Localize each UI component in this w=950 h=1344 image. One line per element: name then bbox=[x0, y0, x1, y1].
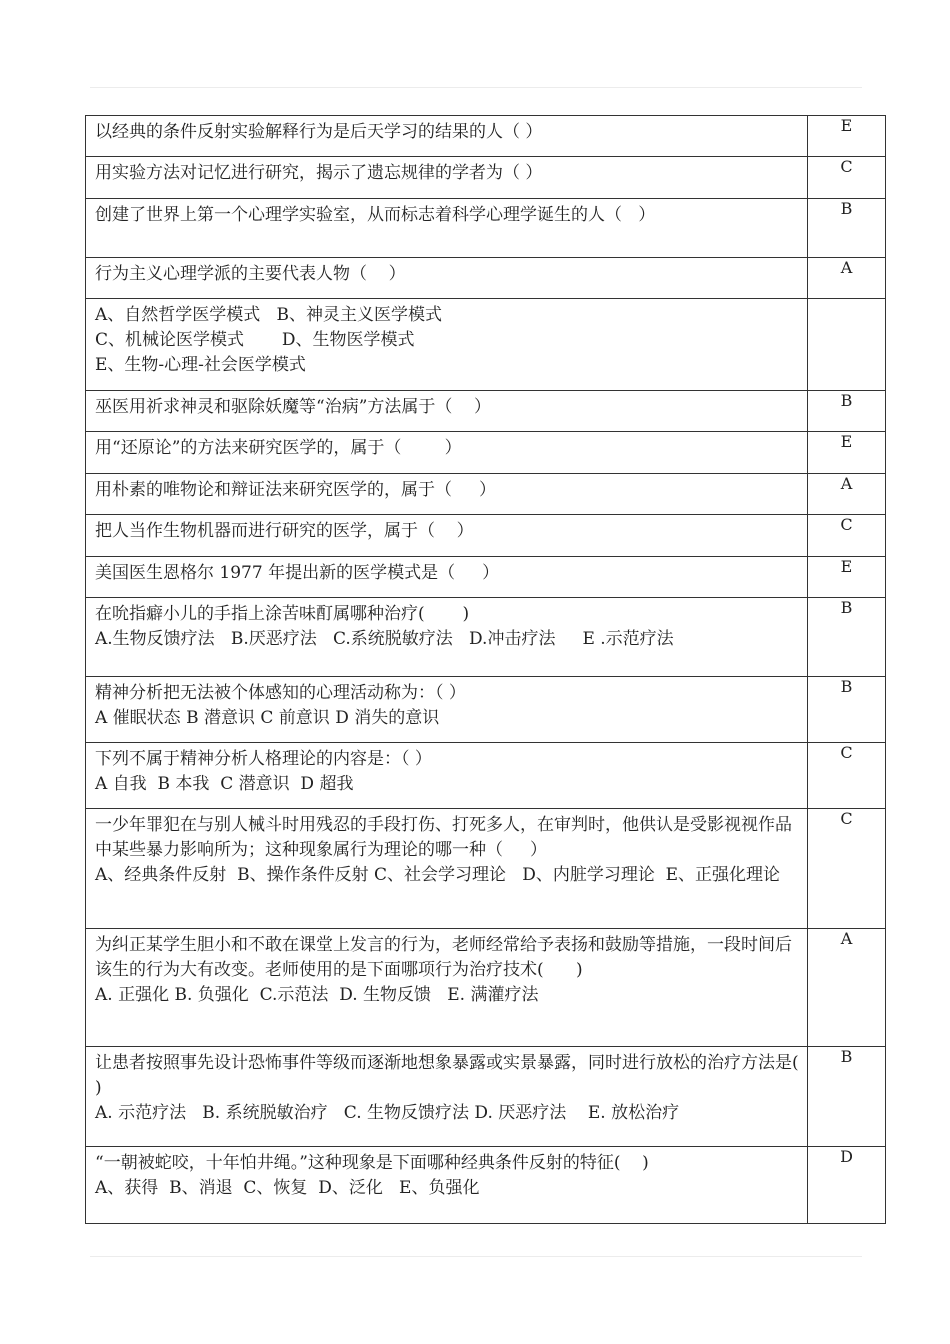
question-cell bbox=[86, 515, 808, 557]
table-row bbox=[86, 929, 886, 1047]
question-cell bbox=[86, 299, 808, 391]
answer-cell: B bbox=[808, 199, 886, 258]
answer-cell: B bbox=[808, 1047, 886, 1147]
question-text: 让患者按照事先设计恐怖事件等级而逐渐地想象暴露或实景暴露，同时进行放松的治疗方法是( ) A. 示范疗法 B. 系统脱敏治疗 C. 生物反馈疗法 D. 厌恶疗法 E. 放松治疗 bbox=[95, 1053, 799, 1123]
question-text: 创建了世界上第一个心理学实验室，从而标志着科学心理学诞生的人（ ） bbox=[95, 205, 656, 225]
question-text: 一少年罪犯在与别人械斗时用残忍的手段打伤、打死多人，在审判时，他供认是受影视视作品中某些暴力影响所为；这种现象属行为理论的哪一种（ ） A、经典条件反射 B、操作条件反射 C、社会学习理论 D、内脏学习理论 E、正强化理论 bbox=[95, 815, 792, 885]
answer-cell: E bbox=[808, 432, 886, 474]
table-row bbox=[86, 116, 886, 157]
answer-cell: B bbox=[808, 391, 886, 432]
table-row bbox=[86, 598, 886, 677]
question-text: 精神分析把无法被个体感知的心理活动称为：（ ） A 催眠状态 B 潜意识 C 前意识 D 消失的意识 bbox=[95, 683, 466, 728]
question-cell bbox=[86, 116, 808, 157]
table-row bbox=[86, 391, 886, 432]
table-row bbox=[86, 515, 886, 557]
question-cell bbox=[86, 432, 808, 474]
question-cell bbox=[86, 809, 808, 929]
table-row bbox=[86, 1147, 886, 1224]
answer-cell: C bbox=[808, 743, 886, 809]
question-text: 下列不属于精神分析人格理论的内容是：（ ） A 自我 B 本我 C 潜意识 D 超我 bbox=[95, 749, 432, 794]
question-cell bbox=[86, 1147, 808, 1224]
question-text: 美国医生恩格尔 1977 年提出新的医学模式是（ ） bbox=[95, 563, 500, 583]
question-text: 用实验方法对记忆进行研究，揭示了遗忘规律的学者为（ ） bbox=[95, 163, 543, 183]
table-row bbox=[86, 809, 886, 929]
table-row bbox=[86, 157, 886, 199]
question-text: 巫医用祈求神灵和驱除妖魔等“治病”方法属于（ ） bbox=[95, 397, 491, 417]
question-cell bbox=[86, 157, 808, 199]
answer-cell bbox=[808, 299, 886, 391]
question-text: 在吮指癖小儿的手指上涂苦味酊属哪种治疗( ) A.生物反馈疗法 B.厌恶疗法 C.系统脱敏疗法 D.冲击疗法 E .示范疗法 bbox=[95, 604, 674, 649]
answer-cell: E bbox=[808, 557, 886, 598]
question-cell bbox=[86, 929, 808, 1047]
answer-cell: B bbox=[808, 677, 886, 743]
question-text: 用朴素的唯物论和辩证法来研究医学的，属于（ ） bbox=[95, 480, 497, 500]
question-cell bbox=[86, 199, 808, 258]
question-cell bbox=[86, 1047, 808, 1147]
answer-cell: A bbox=[808, 929, 886, 1047]
table-row bbox=[86, 199, 886, 258]
question-text: 行为主义心理学派的主要代表人物（ ） bbox=[95, 264, 406, 284]
answer-cell: C bbox=[808, 515, 886, 557]
footer-rule bbox=[90, 1256, 862, 1257]
header-rule bbox=[90, 87, 862, 88]
question-text: 用“还原论”的方法来研究医学的，属于（ ） bbox=[95, 438, 462, 458]
question-cell bbox=[86, 474, 808, 515]
question-table-body bbox=[86, 116, 886, 1224]
table-row bbox=[86, 1047, 886, 1147]
answer-cell: C bbox=[808, 157, 886, 199]
question-cell bbox=[86, 598, 808, 677]
question-text: 以经典的条件反射实验解释行为是后天学习的结果的人（ ） bbox=[95, 122, 543, 142]
table-row bbox=[86, 677, 886, 743]
table-row bbox=[86, 557, 886, 598]
table-row bbox=[86, 432, 886, 474]
question-text: 为纠正某学生胆小和不敢在课堂上发言的行为，老师经常给予表扬和鼓励等措施，一段时间后该生的行为大有改变。老师使用的是下面哪项行为治疗技术( ) A. 正强化 B. 负强化 C.示范法 D. 生物反馈 E. 满灌疗法 bbox=[95, 935, 792, 1005]
question-cell bbox=[86, 258, 808, 299]
question-cell bbox=[86, 557, 808, 598]
question-table bbox=[85, 115, 886, 1224]
table-row bbox=[86, 743, 886, 809]
answer-cell: D bbox=[808, 1147, 886, 1224]
question-cell bbox=[86, 677, 808, 743]
table-row bbox=[86, 258, 886, 299]
answer-cell: B bbox=[808, 598, 886, 677]
answer-cell: A bbox=[808, 474, 886, 515]
question-cell bbox=[86, 743, 808, 809]
question-text: “一朝被蛇咬，十年怕井绳。”这种现象是下面哪种经典条件反射的特征( ) A、获得 B、消退 C、恢复 D、泛化 E、负强化 bbox=[95, 1153, 649, 1198]
answer-cell: E bbox=[808, 116, 886, 157]
question-cell bbox=[86, 391, 808, 432]
question-text: A、自然哲学医学模式 B、神灵主义医学模式 C、机械论医学模式 D、生物医学模式 E、生物-心理-社会医学模式 bbox=[95, 305, 442, 375]
table-row bbox=[86, 474, 886, 515]
question-text: 把人当作生物机器而进行研究的医学，属于（ ） bbox=[95, 521, 474, 541]
answer-cell: A bbox=[808, 258, 886, 299]
table-row bbox=[86, 299, 886, 391]
answer-cell: C bbox=[808, 809, 886, 929]
